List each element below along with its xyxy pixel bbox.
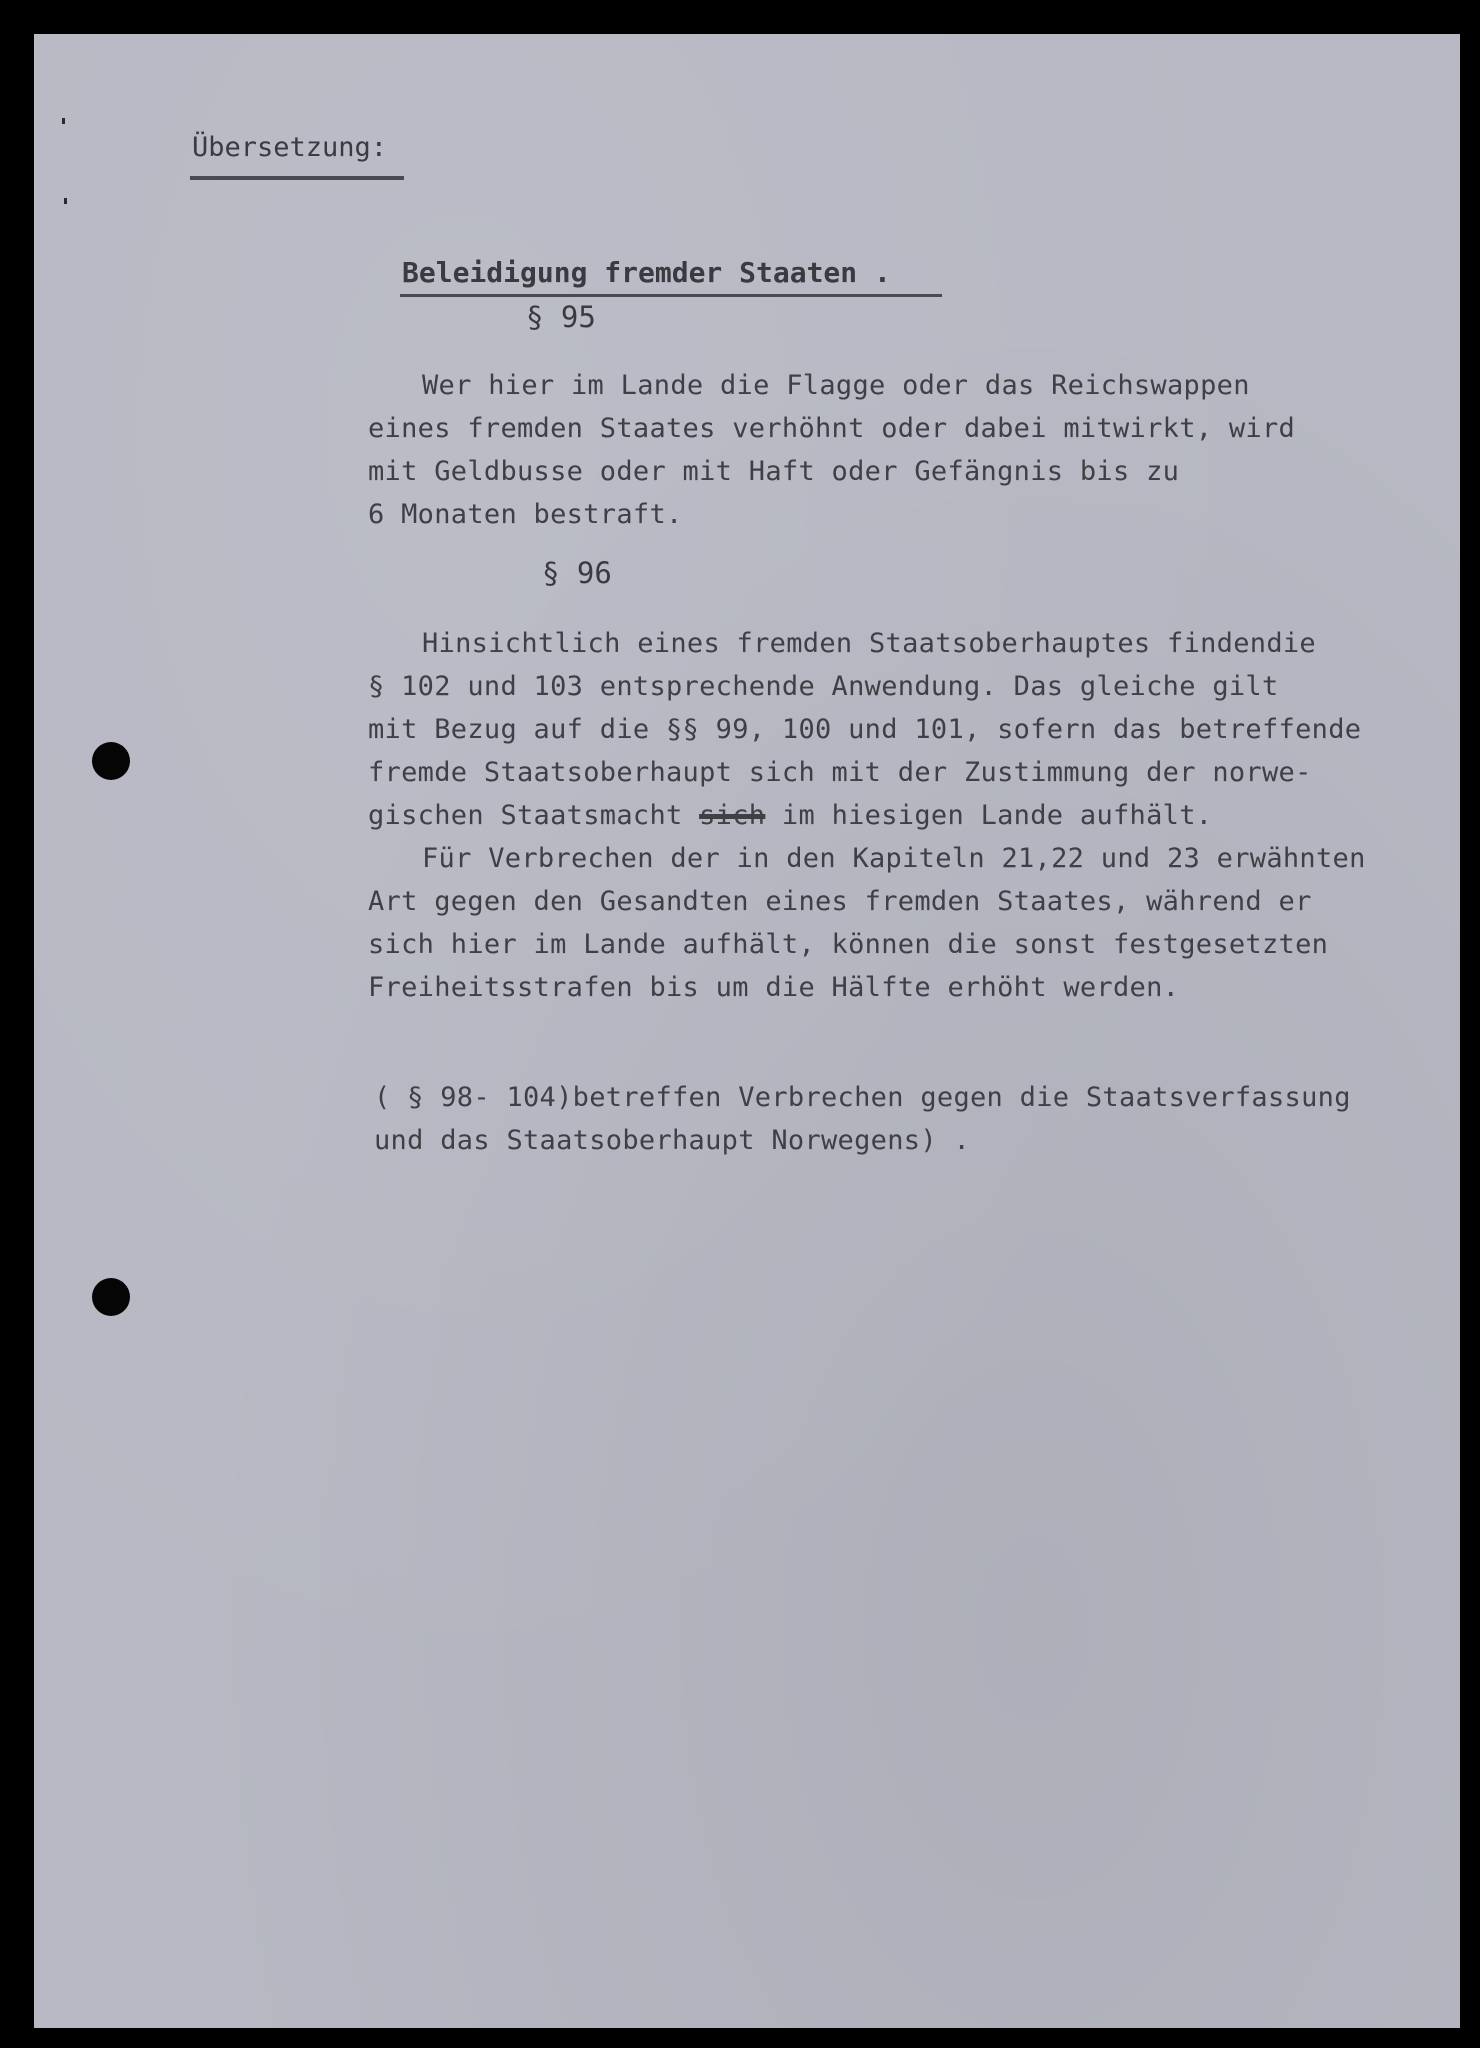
text-line: Hinsichtlich eines fremden Staatsoberhauptes findendie [422, 628, 1316, 659]
text-line: eines fremden Staates verhöhnt oder dabei mitwirkt, wird [368, 413, 1296, 444]
heading-underline [190, 176, 404, 180]
text-line: ( § 98- 104)betreffen Verbrechen gegen die Staatsverfassung [374, 1082, 1351, 1113]
section-number-95: § 95 [526, 300, 596, 334]
document-page [34, 34, 1460, 2028]
text-line: Art gegen den Gesandten eines fremden Staates, während er [368, 886, 1312, 917]
text-line: Freiheitsstrafen bis um die Hälfte erhöht werden. [368, 972, 1180, 1003]
struck-word: sich [699, 800, 766, 831]
text-line: fremde Staatsoberhaupt sich mit der Zustimmung der norwe- [368, 757, 1312, 788]
punch-hole-upper [92, 742, 130, 780]
text-segment: gischen Staatsmacht [368, 800, 700, 831]
text-line: 6 Monaten bestraft. [368, 499, 683, 530]
text-segment: im hiesigen Lande aufhält. [765, 800, 1213, 831]
text-line: mit Geldbusse oder mit Haft oder Gefängnis bis zu [368, 456, 1180, 487]
section-number-96: § 96 [542, 556, 612, 590]
text-line: Für Verbrechen der in den Kapiteln 21,22 und 23 erwähnten [422, 843, 1366, 874]
text-line: mit Bezug auf die §§ 99, 100 und 101, sofern das betreffende [368, 714, 1362, 745]
text-line: § 102 und 103 entsprechende Anwendung. Das gleiche gilt [368, 671, 1279, 702]
edge-mark-top [62, 118, 65, 124]
edge-mark-second [64, 198, 67, 204]
section-title: Beleidigung fremder Staaten . [402, 256, 891, 289]
translation-heading: Übersetzung: [192, 132, 388, 163]
text-line: und das Staatsoberhaupt Norwegens) . [374, 1125, 970, 1156]
text-line: sich hier im Lande aufhält, können die sonst festgesetzten [368, 929, 1329, 960]
text-line: Wer hier im Lande die Flagge oder das Reichswappen [422, 370, 1250, 401]
punch-hole-lower [92, 1278, 130, 1316]
text-line [368, 794, 1212, 837]
title-underline [400, 294, 942, 297]
